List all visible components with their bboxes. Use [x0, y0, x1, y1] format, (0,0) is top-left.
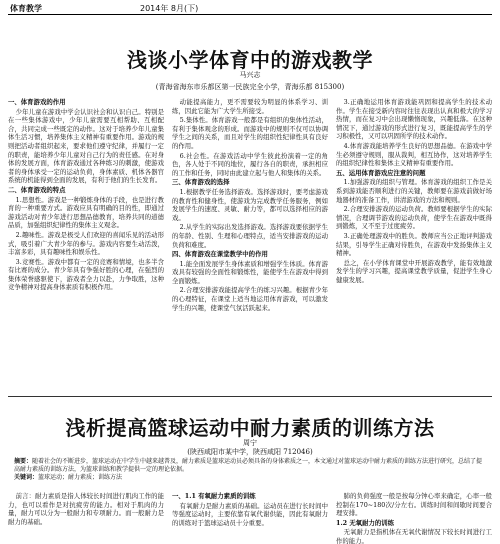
paragraph: 3.正确处理游戏中的胜负。教师应当公正地评判游戏结果，引导学生正确对待胜负，在游戏中发扬集体主义精神。	[336, 231, 492, 258]
abstract-label: 摘要：	[14, 458, 33, 465]
issue-date: 2014年 8月(下)	[140, 4, 199, 13]
article2-column-2	[172, 492, 328, 544]
keywords-text: 篮球运动；耐力素质；训练方法	[38, 474, 123, 481]
paragraph: 无氧耐力是指机体在无氧代谢情况下较长时间进行工作的能力。	[336, 528, 492, 544]
paragraph: 动能提高能力，更不需要较为明显的体系学习、训练，因此它能为广大学生所接受。	[172, 98, 328, 115]
paragraph: 有氧耐力是耐力素质的基础。运动员在进行长时间中等强度运动时，主要依靠有氧代谢供能，因此有氧耐力的训练对于篮球运动员十分重要。	[172, 501, 328, 527]
keywords-label: 关键词：	[14, 474, 39, 481]
article1-affiliation: (青海省海东市乐都区第一民族完全小学，青海乐都 815300)	[155, 83, 345, 91]
running-header	[0, 0, 500, 16]
paragraph: 6.社会性。在游戏活动中学生彼此扮演着一定的角色，各人处于不同的地位，履行各自的职责，承担相应的工作和任务，同时由此建立起与他人和集体的关系。	[172, 151, 328, 177]
article2-column-1	[8, 492, 164, 544]
section-heading: 五、运用体育游戏应注意的问题	[336, 168, 426, 177]
article1-column-3	[336, 98, 492, 388]
section-heading: 二、体育游戏的特点	[8, 185, 66, 194]
paragraph: 肺的负荷强度一般是按每分钟心率来确定，心率一般控制在170~180次/分左右。训练时间和间歇时间要合理安排。	[336, 492, 492, 518]
paragraph: 5.集体性。体育游戏一般都是有组织的集体性活动，有利于集体观念的形成。而游戏中的规则不仅可以协调学生之间的关系，而且对学生的组织性纪律性具有良好的作用。	[172, 116, 328, 150]
article1-title: 浅谈小学体育中的游戏教学	[127, 48, 373, 72]
paragraph: 1.加强游戏的组织与管理。体育游戏的组织工作是关系到游戏能否顺利进行的关键，教师要在游戏前做好场地器材的准备工作，讲清游戏的方法和规则。	[336, 178, 492, 204]
paragraph: 3.正确地运用体育游戏能巩固和提高学生的技术动作。学生在接受新内容时往往表现出认真和极大的学习热情，而在复习中会出现懒惰现象，兴趣低落。在这种情况下，通过游戏的形式进行复习，既能提高学生的学习积极性，又可以巩固所学的技术动作。	[336, 98, 492, 141]
article1-column-2	[172, 98, 328, 388]
article2-title: 浅析提高篮球运动中耐力素质的训练方法	[65, 416, 435, 440]
article2-author: 周宁	[243, 439, 257, 447]
article1-column-1	[8, 98, 164, 388]
section-heading: 一、1.1 有氧耐力素质的训练	[172, 492, 256, 500]
paragraph: 2.合理安排游戏的运动负荷。教师要根据学生的实际情况，合理调节游戏的运动负荷，使学生在游戏中既得到锻炼，又不至于过度疲劳。	[336, 205, 492, 231]
paragraph: 少年儿童在游戏中学会认识社会和认识自己。特别是在一些集体游戏中，少年儿童需要互相帮助、互相配合，共同完成一些既定的动作。这对于培养少年儿童集体生活习惯，培养集体主义精神有重要作用。游戏的规则把活动者组织起来，要求他们遵守纪律，并履行一定的职责，能培养少年儿童对自己行为的责任感。在对身体的发展方面，体育游戏通过各种练习的刺激，使游戏者的身体承受一定的运动负荷，身体素质、机体各器官系统的机能得到全面的发展，有利于他们的生长发育。	[8, 107, 164, 185]
article2-abstract	[14, 458, 486, 482]
section-heading: 1.2 无氧耐力的训练	[336, 518, 395, 527]
paragraph: 1.根据教学任务选择游戏。选择游戏时，要考虑游戏的教育性和健身性，使游戏为完成教学任务服务，例如发展学生的速度、灵敏、耐力等，都可以选择相应的游戏。	[172, 187, 328, 222]
abstract-text: 随着社会的不断进步，篮球运动在中学生中越来越普及，耐力素质是篮球运动员必须具备的身体素质之一，本文通过对篮球运动中耐力素质的训练方法进行研究，总结了提高耐力素质的训练方法，为篮球训练和教学提供一定的理论依据。	[14, 458, 483, 473]
paragraph: 2.从学生的实际出发选择游戏。选择游戏要依据学生的年龄、性别、生理和心理特点，适当安排游戏的运动负荷和难度。	[172, 223, 328, 249]
paragraph: 2.趣味性。游戏是极受人们欢迎的喜闻乐见的活动形式，吸引着广大青少年的参与。游戏内容要生动活泼，丰富多彩，具有趣味性和娱乐性。	[8, 230, 164, 257]
paragraph: 4.体育游戏能培养学生良好的思想品德。在游戏中学生必须遵守规则，服从裁判，相互协作，这对培养学生的组织纪律性和集体主义精神有重要作用。	[336, 141, 492, 168]
article-separator	[8, 396, 492, 397]
journal-name: 体育教学	[10, 4, 42, 13]
section-heading: 四、体育游戏在课堂教学中的作用	[172, 250, 268, 259]
paragraph: 前言：耐力素质是指人体较长时间进行肌肉工作的能力，也可以看作是对抗疲劳的能力。相对于肌肉的力量，耐力可以分为一般耐力和专项耐力。而一般耐力是耐力的基础。	[8, 492, 164, 526]
paragraph: 2.合理安排游戏能提高学生的练习兴趣。根据青少年的心理特征，在课堂上适当地运用体育游戏，可以激发学生的兴趣，使课堂气氛活跃起来。	[172, 286, 328, 312]
paragraph: 3.竞赛性。游戏中都有一定的竞赛和情境，也多半含有比赛的成分。青少年具有争强好胜的心理，在强烈的集体荣誉感驱使下，游戏者全力以赴，力争取胜，这种竞争精神对提高身体素质有积极作用。	[8, 257, 164, 292]
article2-column-3	[336, 492, 492, 544]
section-heading: 三、体育游戏的选择	[172, 178, 230, 187]
paragraph: 总之，在小学体育课堂中开展游戏教学，能有效地激发学生的学习兴趣，提高课堂教学质量，促进学生身心健康发展。	[336, 258, 492, 284]
header-rule	[8, 14, 492, 15]
article1-author: 马兴志	[239, 71, 261, 79]
paragraph: 1.能全面发展学生身体素质和增强学生体质。体育游戏具有较强的全面性和锻炼性，能使学生在游戏中得到全面锻炼。	[172, 259, 328, 285]
paragraph: 1.思想性。游戏是一种锻炼身体的手段，也是进行教育的一种重要方式。游戏应具有明确的目的性，即通过游戏活动对青少年进行思想品德教育，培养共同的道德品质，加强组织纪律性的集体主义观念。	[8, 195, 164, 230]
article2-affiliation: (陕西咸阳市某中学，陕西咸阳 712046)	[187, 448, 313, 456]
section-heading: 一、体育游戏的作用	[8, 98, 66, 106]
